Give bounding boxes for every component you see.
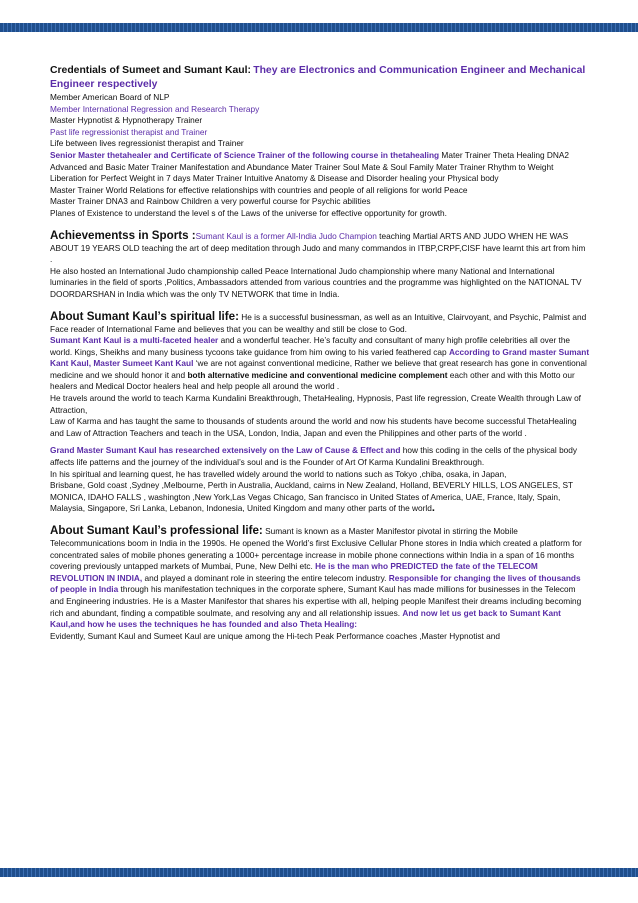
thetahealing-paragraph: Senior Master thetahealer and Certificate of Science Trainer of the following course in thetahealing Mater Trainer Theta Healing DNA2 Advanced and Basic Mater Trainer Manifestation and Abundance Mater Trainer Soul Mate & Soul Family Mater Trainer Rhythm to Weight Liberation for Perfect Weight in 7 days Mater Trainer Intuitive Anatomy & Disease and Disorder healing your Physical body: [50, 149, 570, 184]
spiritual-paragraph: Sumant Kant Kaul is a multi-faceted healer and a wonderful teacher. He’s faculty and consultant of many high profile celebrities all over the world. Kings, Sheikhs and many business tycoons take guidance from him owing to his varied feathered cap According to Grand master Sumant Kant Kaul, Master Sumeet Kant Kaul ‘we are not against conventional medicine, Rather we believe that great research has gone in conventional medicine and we should honor it and both alternative medicine and conventional medicine complement each other and with this Motto our healers and Medical Doctor healers heal and help people all around the world .: [50, 335, 590, 392]
spiritual-paragraph: Law of Karma and has taught the same to thousands of students around the world and now his students have become successful ThetaHealing and Law of Attraction Teachers and teach in the USA, London, India, Japan and even the Philippines and other parts of the world .: [50, 416, 577, 438]
credential-line: Life between lives regressionist therapist and Trainer: [50, 138, 244, 149]
credential-line: Member American Board of NLP: [50, 92, 170, 102]
credential-line: Master Trainer DNA3 and Rainbow Children a very powerful course for Psychic abilities: [50, 196, 371, 207]
spiritual-paragraph: He travels around the world to teach Karma Kundalini Breakthrough, ThetaHealing, Hypnosis, Past life regression, Create Wealth through Law of Attraction,: [50, 393, 581, 415]
credential-line: Planes of Existence to understand the level s of the Laws of the universe for effective opportunity for growth.: [50, 207, 447, 218]
top-border-band: [0, 23, 638, 32]
sports-heading: Achievementss in Sports :: [50, 228, 196, 242]
spiritual-heading: About Sumant Kaul’s spiritual life:: [50, 309, 239, 323]
credentials-intro: [50, 64, 590, 92]
credential-line: Master Hypnotist & Hypnotherapy Trainer: [50, 115, 203, 126]
credentials-title: Credentials of Sumeet and Sumant Kaul:: [50, 65, 251, 76]
spiritual-paragraph: Grand Master Sumant Kaul has researched extensively on the Law of Cause & Effect and how this coding in the cells of the physical body affects life patterns and the journey of the individual’s soul and is the Founder of Art Of Karma Kundalini Breakthrough.: [50, 445, 578, 468]
document-body: Credentials of Sumeet and Sumant Kaul: They are Electronics and Communication Engineer and Mechanical Engineer respectively Member American Board of NLP Member International Regression and Research Therapy Master Hypnotist & Hypnotherapy Trainer Past life regressionist therapist and Trainer Life between lives regressionist therapist and Trainer Senior Master thetahealer and Certificate of Science Trainer of the following course in thetahealing Mater Trainer Theta Healing DNA2 Advanced and Basic Mater Trainer Manifestation and Abundance Mater Trainer Soul Mate & Soul Family Mater Trainer Rhythm to Weight Liberation for Perfect Weight in 7 days Mater Trainer Intuitive Anatomy & Disease and Disorder healing your Physical body Master Trainer World Relations for effective relationships with countries and people of all religions for world Peace Master Trainer DNA3 and Rainbow Children a very powerful course for Psychic abilities Planes of Existence to understand the level s of the Laws of the universe for effective opportunity for growth. Achievementss in Sports :Sumant Kaul is a former All-India Judo Champion teaching Martial ARTS AND JUDO WHEN HE WAS ABOUT 19 YEARS OLD teaching the art of deep meditation through Judo and many commandos in ITBP,CRPF,CISF have learnt this art from him . He also hosted an International Judo championship called Peace International Judo championship where many National and International luminaries in the field of sports ,Politics, Ambassadors attended from various countries and the programme was highlighted on the NATIONAL TV DOORDARSHAN in India which was the only TV NETWORK that time in India. About Sumant Kaul’s spiritual life: He is a successful businessman, as well as an Intuitive, Clairvoyant, and Psychic, Palmist and Face reader of International Fame and believes that you can be wealthy and still be close to God. Sumant Kant Kaul is a multi-faceted healer and a wonderful teacher. He’s faculty and consultant of many high profile celebrities all over the world. Kings, Sheikhs and many business tycoons take guidance from him owing to his varied feathered cap According to Grand master Sumant Kant Kaul, Master Sumeet Kant Kaul ‘we are not against conventional medicine, Rather we believe that great research has gone in conventional medicine and we should honor it and both alternative medicine and conventional medicine complement each other and with this Motto our healers and Medical Doctor healers heal and help people all around the world . He travels around the world to teach Karma Kundalini Breakthrough, ThetaHealing, Hypnosis, Past life regression, Create Wealth through Law of Attraction, Law of Karma and has taught the same to thousands of students around the world and now his students have become successful ThetaHealing and Law of Attraction Teachers and teach in the USA, London, India, Japan and even the Philippines and other parts of the world . Grand Master Sumant Kaul has researched extensively on the Law of Cause & Effect and how this coding in the cells of the physical body affects life patterns and the journey of the individual’s soul and is the Founder of Art Of Karma Kundalini Breakthrough. In his spiritual and learning quest, he has travelled widely around the world to nations such as Tokyo ,chiba, osaka, in Japan, Brisbane, Gold coast ,Sydney ,Melbourne, Perth in Australia, Auckland, cairns in New Zealand, Holland, BEVERLY HILLS, LOS ANGELES, ST MONICA, IDAHO FALLS , washington ,New York,Las Vegas Chicago, San francisco in United States of America, UAE, France, Italy, Spain, Malaysia, Singapore, Sri Lanka, Lebanon, Indonesia, United Kingdom and many other parts of the world. About Sumant Kaul’s professional life: Sumant is known as a Master Manifestor pivotal in stirring the Mobile Telecommunications boom in India in the 1990s. He opened the World’s first Exclusive Cellular Phone stores in India which created a platform for concentrated sales of mobile phones generating a 1000+ percentage increase in mobile phone connections within India in a span of 16 months covering previously untapped markets of Mumbai, Pune, New Delhi etc. He is the man who PREDICTED the fate of the TELECOM REVOLUTION IN INDIA, and played a dominant role in steering the entire telecom industry. Responsible for changing the lives of thousands of people in India through his manifestation techniques in the corporate sphere, Sumant Kaul has made millions for businesses in the Telecom and Engineering industries. He is a Master Manifestor that shares his expertise with all, helping people Manifest their dreams including becoming rich and abundant, finding a compatible soulmate, and resolving any and all relationship issues. And now let us get back to Sumant Kant Kaul,and how he uses the techniques he has founded and also Theta Healing: Evidently, Sumant Kaul and Sumeet Kaul are unique among the Hi-tech Peak Performance coaches ,Master Hypnotist and: [50, 65, 590, 641]
thetahealing-lead: Senior Master thetahealer and Certificate of Science Trainer of the following course in thetahealing: [50, 149, 440, 160]
credential-line: Member International Regression and Research Therapy: [50, 103, 260, 114]
professional-heading: About Sumant Kaul’s professional life:: [50, 524, 263, 537]
credentials-subtitle: They are Electronics and Communication Engineer and Mechanical Engineer respectively: [50, 65, 586, 90]
sports-lead: Sumant Kaul is a former All-India Judo Champion: [195, 230, 377, 241]
bottom-border-band: [0, 868, 638, 877]
professional-paragraph: Evidently, Sumant Kaul and Sumeet Kaul are unique among the Hi-tech Peak Performance coaches ,Master Hypnotist and: [50, 630, 500, 641]
credential-line: Past life regressionist therapist and Trainer: [50, 126, 208, 137]
spiritual-paragraph: In his spiritual and learning quest, he has travelled widely around the world to nations such as Tokyo ,chiba, osaka, in Japan,: [50, 468, 507, 479]
spiritual-paragraph: Brisbane, Gold coast ,Sydney ,Melbourne, Perth in Australia, Auckland, cairns in New Zealand, Holland, BEVERLY HILLS, LOS ANGELES, ST MONICA, IDAHO FALLS , washington ,New York,Las Vegas Chicago, San francisco in United States of America, UAE, France, Italy, Spain, Malaysia, Singapore, Sri Lanka, Lebanon, Indonesia, United Kingdom and many other parts of the world.: [50, 480, 573, 515]
credential-line: Master Trainer World Relations for effective relationships with countries and people of all religions for world Peace: [50, 184, 468, 195]
sports-paragraph: He also hosted an International Judo championship called Peace International Judo championship where many National and International luminaries in the field of sports ,Politics, Ambassadors attended from various countries and the programme was highlighted on the NATIONAL TV DOORDARSHAN in India which was the only TV NETWORK that time in India.: [50, 265, 582, 299]
